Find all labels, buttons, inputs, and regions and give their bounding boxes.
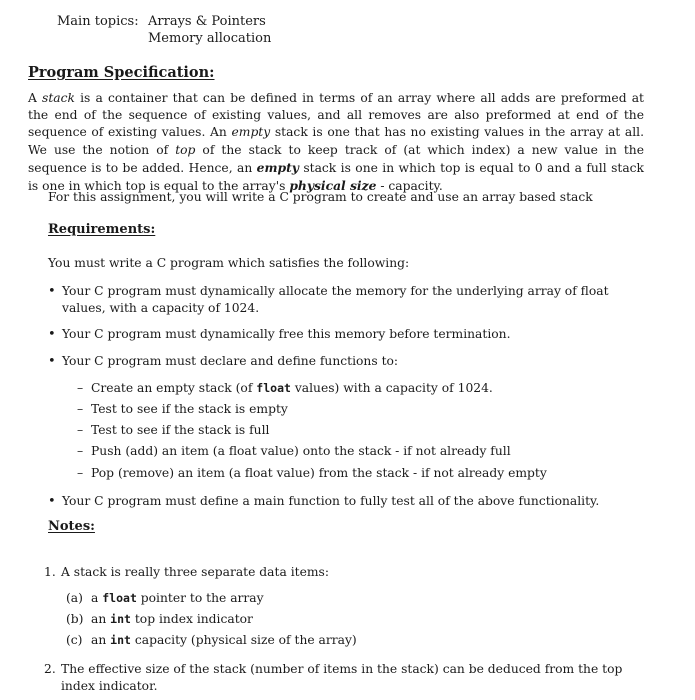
spec-term-empty: empty — [231, 125, 271, 140]
requirement-text: Your C program must declare and define functions to: — [62, 354, 399, 368]
dash-icon: – — [77, 444, 84, 458]
code-float: float — [256, 381, 291, 395]
requirement-text: Your C program must dynamically free this memory before termination. — [62, 327, 511, 341]
note-text: The effective size of the stack (number of items in the stack) can be deduced from the top index indicator. — [61, 662, 623, 693]
dash-icon: – — [77, 423, 84, 437]
function-item — [77, 423, 269, 437]
spec-text: of the stack to keep track of (at which index) a new value in the sequence is to be added. Hence, an — [28, 142, 644, 175]
subitem-label: (b) — [66, 612, 84, 626]
note-item — [44, 661, 644, 695]
subitem-text: top index indicator — [130, 612, 253, 626]
specification-paragraph — [28, 90, 644, 195]
function-text: values) with a capacity of 1024. — [290, 381, 493, 395]
function-text: Pop (remove) an item (a float value) from the stack - if not already empty — [91, 466, 547, 480]
note-number: 2. — [44, 662, 56, 676]
note-text: A stack is really three separate data items: — [61, 565, 329, 579]
note-subitem — [66, 633, 357, 647]
function-item — [77, 381, 493, 395]
code-float: float — [102, 591, 137, 605]
requirements-intro: You must write a C program which satisfies the following: — [48, 256, 410, 270]
note-item — [44, 564, 644, 581]
requirement-bullet — [48, 493, 644, 510]
subitem-text: an — [91, 633, 111, 647]
requirement-bullet — [48, 326, 644, 343]
requirement-bullet — [48, 283, 644, 317]
spec-text: A — [28, 91, 43, 105]
function-text: Push (add) an item (a float value) onto the stack - if not already full — [91, 444, 511, 458]
spec-term-empty-bold: empty — [256, 159, 299, 175]
subitem-text: capacity (physical size of the array) — [130, 633, 357, 647]
bullet-icon: • — [48, 327, 56, 342]
subitem-text: pointer to the array — [136, 591, 264, 605]
notes-heading: Notes: — [48, 519, 95, 534]
note-subitem — [66, 612, 253, 626]
function-text: Create an empty stack (of — [91, 381, 257, 395]
topic-memory-allocation: Memory allocation — [148, 31, 272, 46]
spec-term-physical-size: physical size — [289, 178, 377, 194]
requirements-heading: Requirements: — [48, 222, 156, 237]
subitem-label: (a) — [66, 591, 83, 605]
spec-text: - capacity. — [376, 179, 443, 194]
spec-text: is a container that can be defined in terms of an array where all adds are preformed at the end of the sequence of existing values, and all removes are also preformed at end of the sequence of existing values. An — [28, 91, 644, 140]
function-text: Test to see if the stack is empty — [91, 402, 288, 416]
dash-icon: – — [77, 466, 84, 480]
requirement-text: Your C program must dynamically allocate the memory for the underlying array of float values, with a capacity of 1024. — [62, 284, 609, 315]
subitem-text: an — [91, 612, 111, 626]
spec-text: stack is one in which top is equal to 0 and a full stack is one in which top is equal to the array's — [28, 160, 644, 194]
topic-arrays-pointers: Arrays & Pointers — [148, 14, 266, 29]
assignment-intro: For this assignment, you will write a C program to create and use an array based stack — [48, 190, 593, 204]
code-int: int — [110, 633, 131, 647]
function-text: Test to see if the stack is full — [91, 423, 270, 437]
requirement-text: Your C program must define a main function to fully test all of the above functionality. — [62, 494, 600, 508]
subitem-label: (c) — [66, 633, 83, 647]
program-specification-heading: Program Specification: — [28, 64, 215, 81]
spec-term-stack: stack — [42, 91, 75, 105]
bullet-icon: • — [48, 354, 56, 369]
code-int: int — [110, 612, 131, 626]
requirement-bullet — [48, 353, 644, 370]
note-number: 1. — [44, 565, 56, 579]
function-item — [77, 444, 511, 458]
function-item — [77, 466, 547, 480]
subitem-text: a — [91, 591, 103, 605]
note-subitem — [66, 591, 264, 605]
function-item — [77, 402, 288, 416]
main-topics-label: Main topics: — [57, 14, 139, 29]
bullet-icon: • — [48, 494, 56, 509]
dash-icon: – — [77, 402, 84, 416]
spec-term-top: top — [175, 142, 196, 157]
dash-icon: – — [77, 381, 84, 395]
spec-text: stack is one that has no existing values in the array at all. We use the notion of — [28, 125, 644, 157]
bullet-icon: • — [48, 284, 56, 299]
